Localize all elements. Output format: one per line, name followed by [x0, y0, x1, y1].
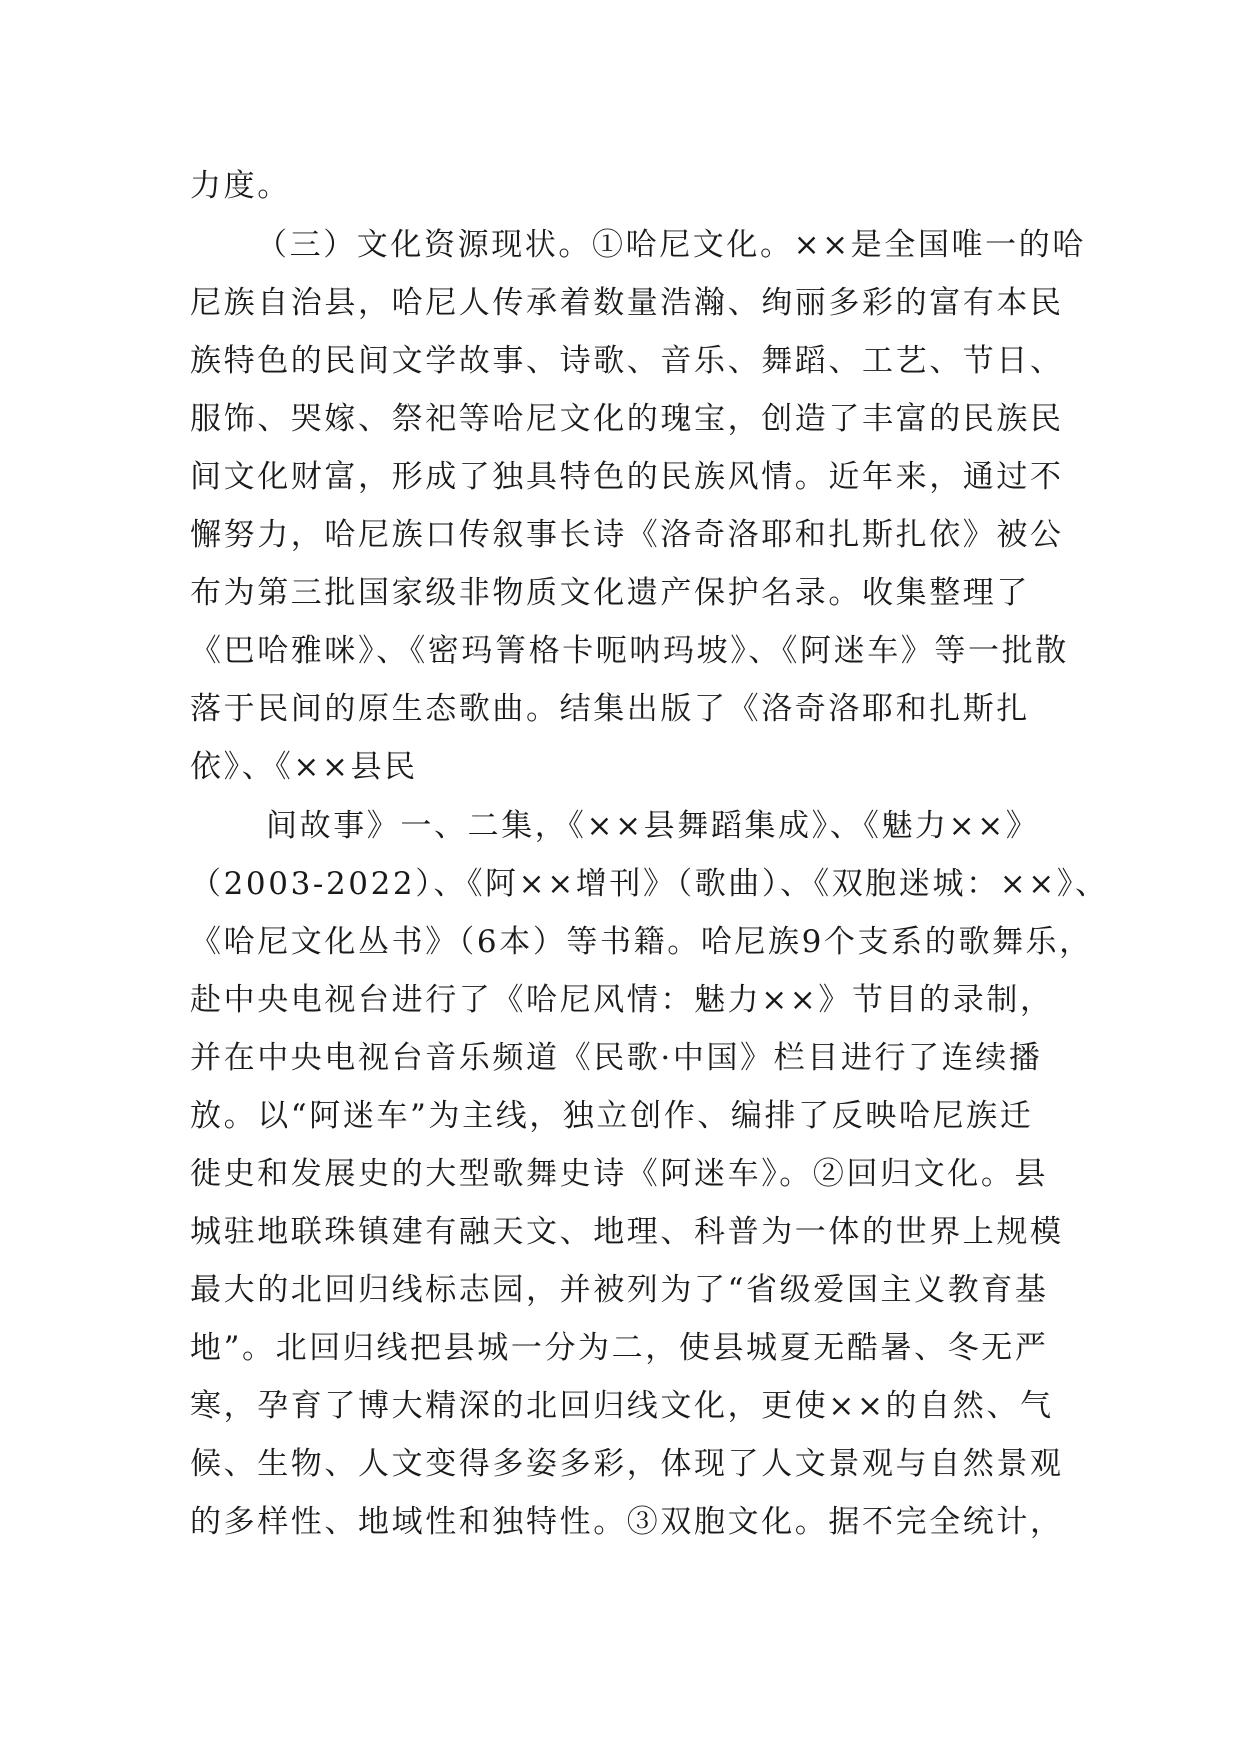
text-line: 最大的北回归线标志园，并被列为了“省级爱国主义教育基 — [190, 1272, 1049, 1308]
text-line: （三）文化资源现状。①哈尼文化。××是全国唯一的哈 — [256, 227, 1086, 263]
text-line: 《哈尼文化丛书》（6本）等书籍。哈尼族9个支系的歌舞乐， — [190, 924, 1093, 960]
text-line: 寒，孕育了博大精深的北回归线文化，更使××的自然、气 — [190, 1388, 1054, 1424]
text-line: 放。以“阿迷车”为主线，独立创作、编排了反映哈尼族迁 — [190, 1098, 1034, 1134]
text-line: 服饰、哭嫁、祭祀等哈尼文化的瑰宝，创造了丰富的民族民 — [190, 401, 1064, 437]
text-line: 落于民间的原生态歌曲。结集出版了《洛奇洛耶和扎斯扎 — [190, 691, 1030, 727]
text-line: 懈努力，哈尼族口传叙事长诗《洛奇洛耶和扎斯扎依》被公 — [190, 517, 1064, 553]
text-line: 并在中央电视台音乐频道《民歌·中国》栏目进行了连续播 — [190, 1040, 1043, 1076]
text-line: （2003-2022）、《阿××增刊》（歌曲）、《双胞迷城：××》、 — [190, 866, 1109, 902]
text-line: 布为第三批国家级非物质文化遗产保护名录。收集整理了 — [190, 575, 1030, 611]
text-line: 候、生物、人文变得多姿多彩，体现了人文景观与自然景观 — [190, 1446, 1064, 1482]
text-line: 力度。 — [190, 168, 291, 204]
text-line: 依》、《××县民 — [190, 749, 418, 785]
text-line: 赴中央电视台进行了《哈尼风情：魅力××》节目的录制， — [190, 982, 1054, 1018]
text-line: 《巴哈雅咪》、《密玛箐格卡呃呐玛坡》、《阿迷车》等一批散 — [190, 633, 1069, 669]
text-line: 地”。北回归线把县城一分为二，使县城夏无酷暑、冬无严 — [190, 1330, 1049, 1366]
text-line: 徙史和发展史的大型歌舞史诗《阿迷车》。②回归文化。县 — [190, 1156, 1049, 1192]
text-line: 间故事》一、二集，《××县舞蹈集成》、《魅力××》 — [266, 808, 1040, 844]
text-line: 间文化财富，形成了独具特色的民族风情。近年来，通过不 — [190, 459, 1064, 495]
text-line: 的多样性、地域性和独特性。③双胞文化。据不完全统计， — [190, 1504, 1064, 1540]
text-line: 尼族自治县，哈尼人传承着数量浩瀚、绚丽多彩的富有本民 — [190, 285, 1064, 321]
text-line: 城驻地联珠镇建有融天文、地理、科普为一体的世界上规模 — [190, 1214, 1064, 1250]
text-line: 族特色的民间文学故事、诗歌、音乐、舞蹈、工艺、节日、 — [190, 343, 1064, 379]
